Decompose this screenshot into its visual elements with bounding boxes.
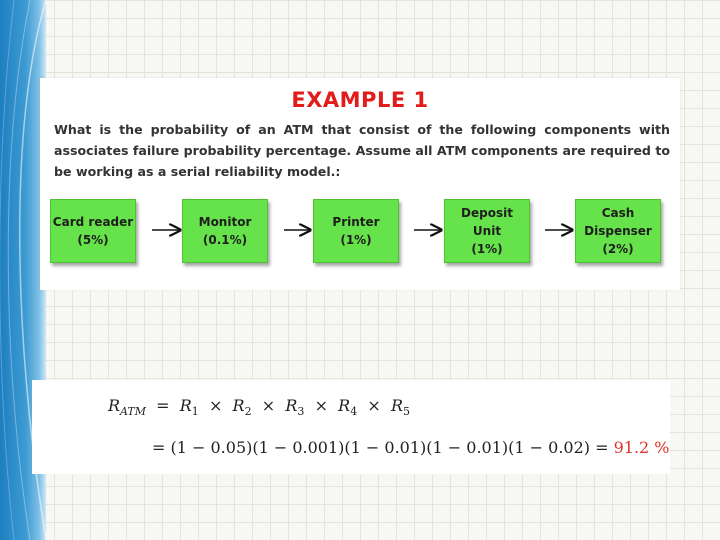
question-text: What is the probability of an ATM that consist of the following components with associates failure probability percentage. Assume all ATM components are required to be working as a serial reliability model.: [54, 122, 670, 179]
component-deposit-unit: Deposit Unit (1%) [444, 199, 530, 263]
equation-expression: = (1 − 0.05)(1 − 0.001)(1 − 0.01)(1 − 0.01)(1 − 0.02) = [152, 438, 609, 457]
component-cash-dispenser: Cash Dispenser (2%) [575, 199, 661, 263]
solution-card [32, 380, 670, 474]
equation-line-1: $R_{ATM} = R_1 \times R_2 \times R_3 \times R_4 \times R_5$ [108, 396, 410, 419]
equation-result: 91.2 % [613, 438, 670, 457]
component-printer: Printer (1%) [313, 199, 399, 263]
example-card [40, 78, 680, 290]
equation-line-2 [152, 438, 670, 457]
component-monitor: Monitor (0.1%) [182, 199, 268, 263]
component-card-reader: Card reader (5%) [50, 199, 136, 263]
example-title: EXAMPLE 1 [291, 88, 429, 112]
